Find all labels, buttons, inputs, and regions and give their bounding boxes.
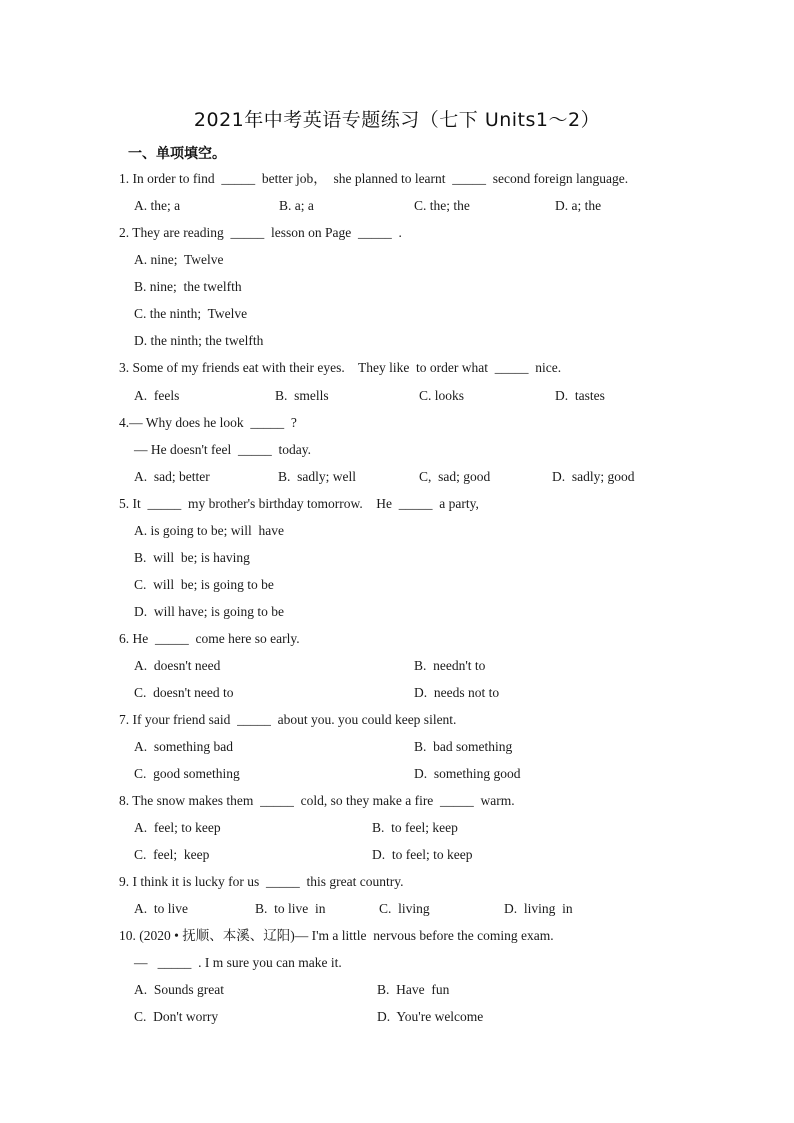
question-1-stem: 1. In order to find _____ better job， she planned to learnt _____ second foreign language.	[119, 171, 629, 186]
question-9-option-a: A. to live	[134, 901, 188, 916]
question-3-stem: 3. Some of my friends eat with their eyes. They like to order what _____ nice.	[119, 360, 562, 375]
question-1-option-b: B. a; a	[279, 198, 314, 213]
question-10-stem-line-2: — _____ . I m sure you can make it.	[134, 955, 342, 970]
question-4-option-d: D. sadly; good	[552, 469, 635, 484]
question-10-option-b: B. Have fun	[377, 982, 450, 997]
question-8-stem: 8. The snow makes them _____ cold, so they make a fire _____ warm.	[119, 793, 515, 808]
question-10-option-a: A. Sounds great	[134, 982, 224, 997]
page-title: 2021年中考英语专题练习（七下 Units1～2）	[193, 109, 601, 131]
question-7-stem: 7. If your friend said _____ about you. you could keep silent.	[119, 712, 457, 727]
question-1-option-a: A. the; a	[134, 198, 181, 213]
question-2-option-c: C. the ninth; Twelve	[134, 306, 248, 321]
question-5-option-b: B. will be; is having	[134, 550, 250, 565]
question-9-stem: 9. I think it is lucky for us _____ this great country.	[119, 874, 404, 889]
question-9-option-b: B. to live in	[255, 901, 326, 916]
question-8-option-c: C. feel; keep	[134, 847, 210, 862]
question-10-stem-line-1: 10. (2020 • 抚顺、本溪、辽阳)— I'm a little nervous before the coming exam.	[119, 928, 554, 943]
question-5-stem: 5. It _____ my brother's birthday tomorrow. He _____ a party,	[119, 496, 479, 511]
question-8-option-a: A. feel; to keep	[134, 820, 221, 835]
question-8-option-d: D. to feel; to keep	[372, 847, 473, 862]
question-6-stem: 6. He _____ come here so early.	[119, 631, 300, 646]
question-1-option-c: C. the; the	[414, 198, 470, 213]
question-10-option-c: C. Don't worry	[134, 1009, 219, 1024]
question-2-option-d: D. the ninth; the twelfth	[134, 333, 264, 348]
question-4-stem-line-1: 4.— Why does he look _____ ?	[119, 415, 297, 430]
question-4-option-a: A. sad; better	[134, 469, 210, 484]
question-1-option-d: D. a; the	[555, 198, 602, 213]
question-7-option-c: C. good something	[134, 766, 240, 781]
question-5-option-a: A. is going to be; will have	[134, 523, 284, 538]
question-3-option-a: A. feels	[134, 388, 180, 403]
question-4-option-b: B. sadly; well	[278, 469, 356, 484]
question-8-option-b: B. to feel; keep	[372, 820, 458, 835]
question-2-stem: 2. They are reading _____ lesson on Page _____ .	[119, 225, 402, 240]
question-7-option-a: A. something bad	[134, 739, 233, 754]
question-10-option-d: D. You're welcome	[377, 1009, 484, 1024]
question-6-option-a: A. doesn't need	[134, 658, 221, 673]
section-heading: 一、单项填空。	[128, 146, 226, 162]
question-5-option-c: C. will be; is going to be	[134, 577, 274, 592]
question-4-option-c: C, sad; good	[419, 469, 491, 484]
question-6-option-c: C. doesn't need to	[134, 685, 234, 700]
question-9-option-d: D. living in	[504, 901, 573, 916]
question-7-option-d: D. something good	[414, 766, 521, 781]
question-3-option-d: D. tastes	[555, 388, 605, 403]
question-4-stem-line-2: — He doesn't feel _____ today.	[134, 442, 312, 457]
question-6-option-b: B. needn't to	[414, 658, 486, 673]
question-9-option-c: C. living	[379, 901, 430, 916]
question-3-option-b: B. smells	[275, 388, 329, 403]
question-6-option-d: D. needs not to	[414, 685, 500, 700]
question-2-option-b: B. nine; the twelfth	[134, 279, 242, 294]
question-2-option-a: A. nine; Twelve	[134, 252, 224, 267]
question-7-option-b: B. bad something	[414, 739, 513, 754]
question-5-option-d: D. will have; is going to be	[134, 604, 284, 619]
question-3-option-c: C. looks	[419, 388, 465, 403]
